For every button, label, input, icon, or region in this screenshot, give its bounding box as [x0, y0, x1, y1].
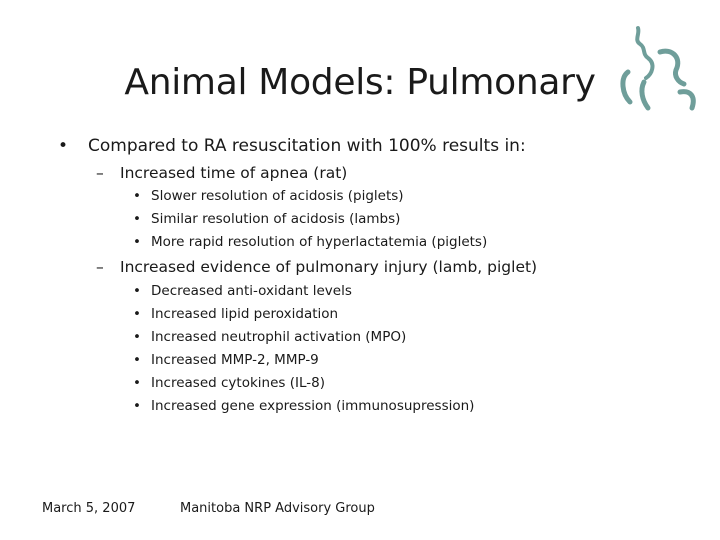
sub-bullet-text: Increased evidence of pulmonary injury (lamb, piglet) — [120, 258, 538, 276]
footer-organization: Manitoba NRP Advisory Group — [180, 501, 375, 516]
dash-marker: – — [96, 258, 104, 276]
bullet-marker: • — [58, 136, 69, 156]
slide-content: • Compared to RA resuscitation with 100% results in: – Increased time of apnea (rat) • Slower resolution of acidosis (piglets) • Similar resolution of acidosis (lambs) • More rapid resolution of hyperlactatemia (piglets) – Increased evidence of pulmonary injury (lamb, piglet) • Decreased anti-oxidant levels • Increased lipid peroxidation • Increased neutrophil activation (MPO) • Increased MMP-2, MMP-9 • Increased cytokines (IL-8) • Increased gene expression (immunosupression) — [58, 136, 538, 414]
slide-title: Animal Models: Pulmonary — [124, 62, 596, 103]
footer-date: March 5, 2007 — [42, 501, 136, 516]
dash-marker: – — [96, 164, 104, 182]
bullet-main-text: Compared to RA resuscitation with 100% results in: — [88, 136, 526, 156]
sub-bullet-text: Increased time of apnea (rat) — [120, 164, 348, 182]
